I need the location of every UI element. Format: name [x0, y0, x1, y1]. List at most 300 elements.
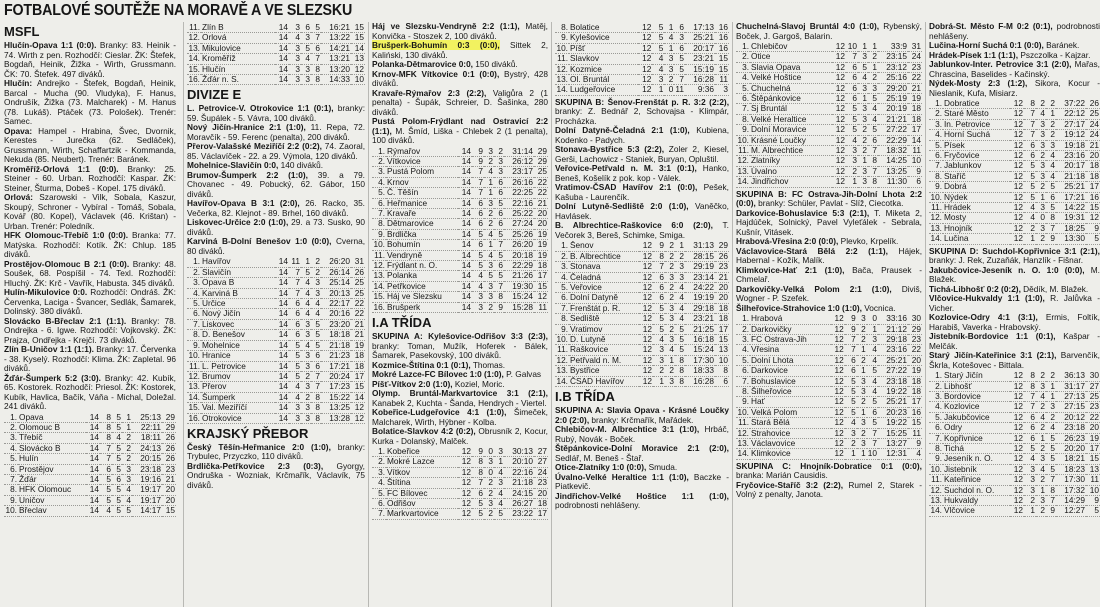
table-cell: 18: [351, 351, 365, 361]
table-cell: Ludgeřovice: [569, 85, 638, 95]
table-cell: 6: [1024, 140, 1036, 150]
table-cell: 7.: [929, 161, 943, 171]
league-table: [187, 23, 365, 85]
table-cell: 5: [653, 314, 665, 324]
table-cell: 25:26: [504, 229, 534, 239]
table-cell: 18: [908, 387, 922, 397]
table-cell: 12: [832, 125, 846, 135]
table-cell: 5: [100, 485, 112, 495]
table-cell: 14: [86, 454, 100, 464]
match-report: [929, 332, 1100, 351]
table-cell: 5: [652, 33, 664, 43]
table-cell: 6: [494, 177, 504, 187]
table-cell: 9: [1046, 234, 1056, 244]
table-row: [187, 257, 365, 267]
match-details: Pszczolka - Kajzar.: [1018, 49, 1091, 60]
match-details: M. Šmíd, Liška - Chlebek 2 (1 penalta), 100 diváků.: [372, 125, 548, 145]
table-cell: 3: [484, 281, 494, 291]
table-cell: 5: [846, 114, 858, 124]
table-cell: 16:28: [685, 75, 715, 85]
table-cell: 5: [289, 340, 301, 350]
table-cell: 5.: [372, 488, 386, 498]
table-cell: 5: [289, 351, 301, 361]
table-cell: Staré Město: [943, 109, 1010, 119]
table-cell: Žďár: [18, 474, 86, 484]
table-cell: 3: [289, 64, 301, 74]
table-cell: 3: [311, 288, 321, 298]
table-cell: 14: [275, 54, 289, 64]
table-cell: 4: [100, 506, 112, 516]
table-cell: 1.: [929, 99, 943, 109]
match-result: Vlčovice-Hukvaldy 1:1 (1:0),: [929, 293, 1045, 304]
table-cell: 3.: [555, 262, 569, 272]
table-cell: 4: [1036, 392, 1046, 402]
headline: FOTBALOVÉ SOUTĚŽE NA MORAVĚ A VE SLEZSKU: [4, 2, 353, 19]
table-cell: Kozlovice: [943, 402, 1010, 412]
match-report: [4, 193, 176, 231]
table-row: [555, 241, 729, 251]
table-cell: 5.: [372, 188, 386, 198]
table-cell: 15: [715, 335, 729, 345]
table-cell: 26:12: [504, 156, 534, 166]
table-cell: 7: [494, 281, 504, 291]
table-cell: Brdlička: [386, 229, 458, 239]
table-cell: 3: [846, 156, 858, 166]
table-cell: Václavovice: [750, 439, 831, 449]
match-report: [187, 104, 365, 123]
table-cell: 7: [289, 288, 301, 298]
league-table: [929, 99, 1100, 245]
table-cell: 6.: [372, 499, 386, 509]
table-cell: 17:30: [685, 355, 715, 365]
table-cell: 15: [351, 23, 365, 33]
table-cell: 18:33: [685, 366, 715, 376]
match-details: Mařas, Chrascina, Baselides - Kačinský.: [929, 59, 1100, 79]
table-cell: 12: [1010, 423, 1024, 433]
table-cell: 3: [289, 43, 301, 53]
match-report: [736, 209, 922, 238]
table-cell: 4: [484, 167, 494, 177]
table-cell: 4: [1046, 161, 1056, 171]
table-cell: Pustá Polom: [386, 167, 458, 177]
table-cell: 8: [311, 403, 321, 413]
table-cell: 2: [857, 397, 867, 407]
table-cell: 14: [458, 219, 472, 229]
table-cell: 15.: [188, 63, 200, 74]
table-cell: 12: [831, 324, 845, 334]
table-cell: 13.: [556, 365, 568, 376]
table-cell: 29:18: [685, 303, 715, 313]
table-cell: 25: [534, 167, 548, 177]
table-cell: 5.: [929, 412, 943, 422]
table-cell: 27: [534, 457, 548, 467]
table-cell: 12: [1010, 392, 1024, 402]
table-cell: 8: [472, 467, 484, 477]
table-cell: 9.: [555, 324, 569, 334]
table-cell: 12: [1010, 444, 1024, 454]
table-cell: Sj Bruntál: [750, 104, 832, 114]
table-cell: 7: [311, 382, 321, 392]
table-cell: 4: [846, 135, 858, 145]
table-cell: 7.: [372, 208, 386, 218]
match-report: [4, 231, 176, 260]
table-cell: Val. Meziříčí: [201, 403, 275, 413]
table-cell: 9: [472, 156, 484, 166]
table-row: [187, 330, 365, 340]
table-cell: 3: [301, 75, 311, 85]
table-cell: 8: [675, 376, 685, 386]
table-cell: 19:31: [1056, 213, 1086, 223]
table-cell: 2: [1024, 223, 1036, 233]
table-cell: 11: [289, 257, 301, 267]
table-cell: Lučina: [943, 234, 1010, 244]
match-details: Smuda.: [646, 462, 678, 473]
table-cell: 4: [289, 392, 301, 402]
table-cell: 1.: [187, 257, 201, 267]
table-row: [736, 428, 922, 438]
table-cell: 12.: [188, 32, 200, 43]
table-cell: 3: [665, 335, 675, 345]
table-cell: 12: [1010, 402, 1024, 412]
table-cell: 6: [1046, 192, 1056, 202]
match-report: [187, 142, 365, 161]
table-cell: Dětmarovice: [386, 219, 458, 229]
table-cell: 14:17: [132, 506, 162, 516]
match-report: [736, 247, 922, 266]
table-cell: 7: [674, 75, 685, 85]
table-cell: 0: [484, 447, 494, 457]
table-cell: 18: [715, 314, 729, 324]
table-cell: 12: [639, 293, 653, 303]
match-result: Olymp. Bruntál-Markvartovice 3:1 (2:1),: [372, 388, 548, 398]
table-cell: 3: [674, 33, 685, 43]
table-cell: 17: [908, 125, 922, 135]
table-row: [736, 355, 922, 365]
table-cell: 6: [289, 299, 301, 309]
table-cell: 5: [311, 330, 321, 340]
column-3: [368, 22, 548, 607]
table-cell: 20:16: [321, 309, 351, 319]
table-cell: 12: [639, 251, 653, 261]
table-cell: 12: [638, 33, 652, 43]
table-cell: 12:31: [878, 449, 908, 459]
table-cell: 8.: [736, 114, 750, 124]
table-cell: 26: [1086, 99, 1100, 109]
table-cell: 5: [472, 509, 484, 519]
table-cell: 36:13: [1056, 371, 1086, 381]
table-cell: 1: [1036, 485, 1046, 495]
table-cell: D. Lutyně: [569, 335, 639, 345]
table-row: [372, 250, 548, 260]
table-cell: 14: [458, 281, 472, 291]
league-table: [555, 23, 729, 96]
table-cell: 20:23: [878, 407, 908, 417]
table-cell: 14: [275, 33, 289, 43]
match-report: [736, 462, 922, 481]
table-cell: 12:27: [1056, 506, 1086, 516]
table-cell: 7.: [187, 319, 201, 329]
table-cell: 23:18: [878, 376, 908, 386]
table-cell: 12: [831, 407, 845, 417]
table-cell: 10.: [556, 334, 568, 344]
table-cell: 3: [289, 75, 301, 85]
table-cell: 8: [1024, 371, 1036, 381]
table-cell: 14: [275, 309, 289, 319]
table-cell: 2: [484, 208, 494, 218]
table-cell: 12: [639, 366, 653, 376]
table-row: [187, 23, 365, 33]
table-cell: 4: [472, 271, 484, 281]
table-cell: 15: [1086, 203, 1100, 213]
table-cell: Krásné Loučky: [750, 135, 832, 145]
table-cell: Kravaře: [386, 208, 458, 218]
table-cell: 5: [867, 397, 878, 407]
table-cell: 2: [665, 251, 675, 261]
table-cell: 3: [301, 33, 311, 43]
match-report: [929, 351, 1100, 370]
table-cell: 2: [665, 293, 675, 303]
table-cell: 17:23: [321, 382, 351, 392]
table-cell: 3: [289, 23, 301, 33]
table-cell: 24:13: [132, 443, 162, 453]
table-cell: 6: [1024, 412, 1036, 422]
table-cell: 6: [1024, 433, 1036, 443]
match-result: Kroměříž-Orlová 1:1 (0:0).: [4, 163, 119, 174]
table-cell: 2: [311, 257, 321, 267]
table-cell: 3: [311, 278, 321, 288]
match-details: Bača, Prausek - Chmelař.: [736, 264, 922, 285]
table-cell: 33:9: [878, 42, 908, 52]
table-cell: 6: [472, 219, 484, 229]
table-cell: 2: [1036, 371, 1046, 381]
table-cell: 31: [351, 257, 365, 267]
table-cell: 2: [122, 443, 132, 453]
table-cell: Zlatníky: [750, 156, 832, 166]
table-cell: 1: [868, 42, 878, 52]
table-cell: 4.: [187, 288, 201, 298]
table-row: [555, 262, 729, 272]
table-row: [555, 75, 729, 85]
table-cell: 18: [1086, 171, 1100, 181]
table-cell: 9: [1046, 506, 1056, 516]
table-cell: 22: [351, 299, 365, 309]
table-cell: Mosty: [943, 213, 1010, 223]
table-cell: 12: [458, 488, 472, 498]
table-cell: 3: [867, 335, 878, 345]
table-cell: 16:28: [685, 376, 715, 386]
table-row: [736, 42, 922, 52]
table-cell: 5: [1024, 182, 1036, 192]
table-row: [555, 85, 729, 95]
league-table: [187, 257, 365, 424]
table-cell: 7: [867, 428, 878, 438]
table-cell: 12: [832, 177, 846, 187]
table-row: [736, 397, 922, 407]
table-cell: Bordovice: [943, 392, 1010, 402]
table-cell: 1: [1046, 381, 1056, 391]
table-cell: 1: [122, 422, 132, 432]
match-result: Háj ve Slezsku-Vendryně 2:2 (1:1),: [372, 22, 520, 31]
table-row: [187, 403, 365, 413]
table-cell: Bohumín: [386, 240, 458, 250]
table-cell: 29: [534, 156, 548, 166]
table-row: [929, 203, 1100, 213]
match-result: B. Albrechtice-Raškovice 6:0 (2:0),: [555, 220, 713, 231]
table-cell: 8: [472, 457, 484, 467]
table-cell: Libhošť: [943, 381, 1010, 391]
table-cell: 4: [858, 73, 868, 83]
table-cell: 4: [1036, 109, 1046, 119]
table-cell: 18: [534, 260, 548, 270]
table-cell: 14: [275, 43, 289, 53]
table-cell: Heřmanice: [386, 198, 458, 208]
match-details: 11. Repa, 72. Moravčík - 59. Ferenc (penalta), 200 diváků.: [187, 122, 365, 142]
table-cell: Odry: [943, 423, 1010, 433]
table-cell: 21:25: [685, 324, 715, 334]
table-cell: 6: [494, 208, 504, 218]
table-cell: 19: [1086, 433, 1100, 443]
table-cell: 12.: [737, 427, 749, 438]
match-details: branky: J. Rek, Zuzaňák, Hanzlík - Fišnar.: [929, 255, 1084, 266]
table-cell: 4.: [929, 402, 943, 412]
table-row: [929, 182, 1100, 192]
table-cell: 19: [534, 240, 548, 250]
table-cell: 1: [846, 177, 858, 187]
table-cell: 27:13: [1056, 392, 1086, 402]
table-cell: 12: [1010, 506, 1024, 516]
table-cell: 16.: [188, 74, 200, 85]
match-details: Kašpar - Melčák.: [929, 331, 1100, 351]
table-cell: 7: [845, 345, 857, 355]
table-cell: 5: [652, 23, 664, 33]
table-cell: 19: [534, 229, 548, 239]
table-cell: Vítkov: [386, 467, 458, 477]
table-cell: 8: [1024, 381, 1036, 391]
table-cell: 12: [832, 83, 846, 93]
table-cell: 25:19: [878, 94, 908, 104]
table-cell: 13.: [930, 495, 942, 506]
table-cell: 19:30: [504, 281, 534, 291]
table-cell: 17:21: [1056, 192, 1086, 202]
table-cell: 14: [275, 299, 289, 309]
table-cell: 3: [665, 314, 675, 324]
table-cell: 2: [484, 509, 494, 519]
table-cell: 16:21: [321, 23, 351, 33]
table-cell: 0: [484, 467, 494, 477]
table-cell: Háj ve Slezsku: [386, 292, 458, 302]
table-cell: Tichá: [943, 444, 1010, 454]
table-cell: 3: [301, 382, 311, 392]
table-cell: 2: [494, 147, 504, 157]
match-result: Lučina-Horní Suchá 0:1 (0:0),: [929, 40, 1044, 50]
table-cell: 7: [846, 52, 858, 62]
table-cell: 6: [846, 83, 858, 93]
table-row: [555, 314, 729, 324]
table-cell: 27: [534, 447, 548, 457]
table-cell: 1: [664, 43, 674, 53]
table-cell: 1: [484, 240, 494, 250]
table-cell: 23:18: [1056, 423, 1086, 433]
table-row: [187, 299, 365, 309]
table-cell: 20:24: [321, 371, 351, 381]
table-cell: D. Benešov: [201, 330, 275, 340]
table-cell: 4: [675, 282, 685, 292]
match-report: [929, 313, 1100, 332]
table-cell: 1: [122, 413, 132, 423]
table-cell: 14: [458, 302, 472, 312]
table-row: [187, 351, 365, 361]
table-cell: 14: [351, 43, 365, 53]
table-cell: 26: [351, 267, 365, 277]
section-heading: KRAJSKÝ PŘEBOR: [187, 425, 309, 441]
table-cell: 5: [1024, 444, 1036, 454]
table-cell: 3: [289, 413, 301, 423]
table-cell: 10: [715, 355, 729, 365]
table-cell: 3: [665, 303, 675, 313]
table-cell: 12: [639, 282, 653, 292]
match-result: Pustá Polom-Frýdlant nad Ostravicí 2:2 (1:1),: [372, 116, 548, 136]
table-cell: 14: [275, 351, 289, 361]
table-cell: 16: [715, 23, 729, 33]
table-cell: Jindřichov: [750, 177, 832, 187]
match-details: Branka: 77. Matýska. Rozhodčí: Kotík. ŽK: Chlup. 185 diváků.: [4, 230, 176, 259]
table-cell: 14: [275, 392, 289, 402]
table-cell: L. Petrovice: [201, 361, 275, 371]
table-cell: Určice: [201, 299, 275, 309]
table-cell: Mikulovice: [201, 43, 275, 53]
table-cell: 3.: [372, 467, 386, 477]
table-cell: 3: [301, 403, 311, 413]
table-row: [4, 454, 176, 464]
match-report: [187, 218, 365, 237]
table-cell: 20: [162, 485, 176, 495]
table-cell: 4.: [555, 272, 569, 282]
match-details: Branky: 17. Červenka - 38. Kyselý. Rozhodčí: Klima. ŽK: Zapletal. 96 diváků.: [4, 344, 176, 373]
table-cell: 14.: [556, 375, 568, 386]
match-result: SKUPINA A: Kylešovice-Odřišov 3:3 (2:3),: [372, 331, 548, 341]
table-cell: 8: [311, 413, 321, 423]
table-cell: 37:22: [1056, 99, 1086, 109]
match-details: branky: Toman, Mužík, Hoferek - Bálek, Šamarek, Pasekovský, 100 diváků.: [372, 340, 548, 360]
table-cell: 12: [1010, 475, 1024, 485]
table-cell: 12: [1086, 213, 1100, 223]
match-details: Plevko, Krpelík.: [838, 236, 899, 247]
table-cell: Darkovičky: [750, 324, 831, 334]
match-report: [4, 165, 176, 194]
table-cell: 14: [86, 433, 100, 443]
table-cell: 14: [275, 319, 289, 329]
table-cell: 15: [351, 382, 365, 392]
match-report: [555, 221, 729, 240]
table-cell: HFK Olomouc: [18, 485, 86, 495]
table-cell: 14: [458, 208, 472, 218]
table-row: [372, 240, 548, 250]
table-cell: 14.: [737, 448, 749, 459]
table-cell: 18:11: [132, 433, 162, 443]
table-cell: 17: [715, 324, 729, 334]
table-cell: Otrokovice: [201, 413, 275, 423]
table-cell: 12: [832, 146, 846, 156]
table-cell: Štěpánkovice: [750, 94, 832, 104]
table-cell: 10.: [930, 463, 942, 474]
table-cell: 5: [1024, 161, 1036, 171]
table-cell: 3: [857, 418, 867, 428]
table-cell: 13:30: [1056, 234, 1086, 244]
match-report: [372, 22, 548, 41]
table-cell: 4: [1024, 213, 1036, 223]
table-cell: 4: [494, 488, 504, 498]
table-row: [555, 345, 729, 355]
